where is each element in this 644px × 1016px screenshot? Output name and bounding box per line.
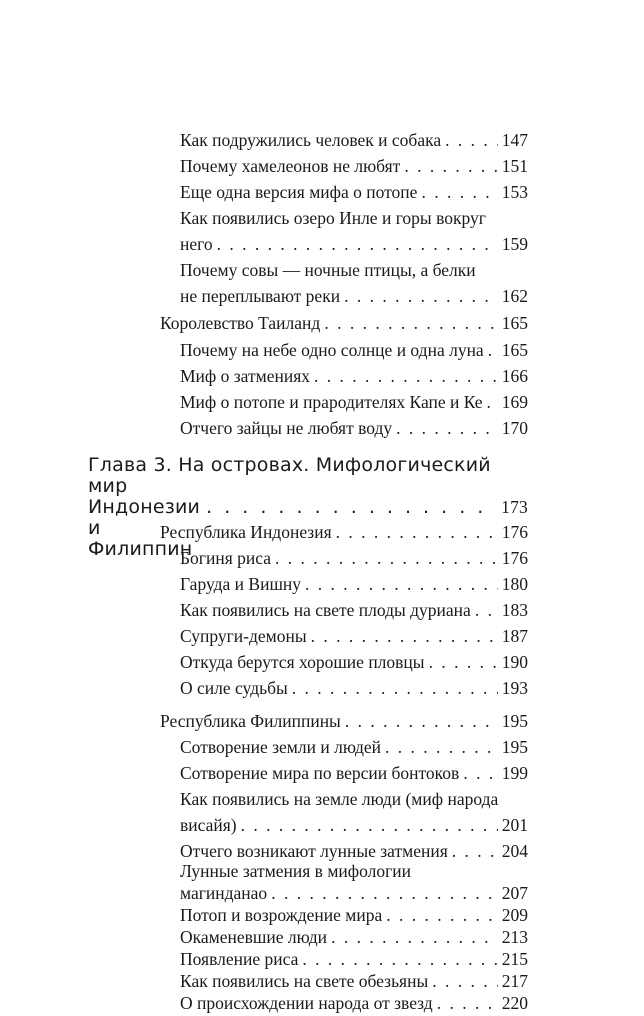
toc-entry: Окаменевшие люди . . . 213	[180, 924, 528, 950]
toc-entry: Гаруда и Вишну . . . 180	[180, 571, 528, 597]
toc-entry: него . . . 159	[180, 231, 528, 257]
toc-entry: О происхождении народа от звезд . . . 220	[180, 990, 528, 1016]
toc-entry: Сотворение мира по версии бонтоков . . . 199	[180, 760, 528, 786]
toc-entry: О силе судьбы . . . 193	[180, 675, 528, 701]
toc-entry: Миф о затмениях . . . 166	[180, 363, 528, 389]
toc-section: Республика Индонезия . . . 176	[160, 519, 528, 545]
toc-entry: Почему на небе одно солнце и одна луна . . . 165	[180, 337, 528, 363]
toc-entry: Откуда берутся хорошие пловцы . . . 190	[180, 649, 528, 675]
toc-entry: висайя) . . . 201	[180, 812, 528, 838]
toc-entry-line1: Лунные затмения в мифологии	[180, 861, 412, 881]
toc-entry: магинданао . . . 207	[180, 880, 528, 906]
toc-entry: Отчего зайцы не любят воду . . . 170	[180, 415, 528, 441]
toc-entry: Как появились на свете плоды дуриана . . . 183	[180, 597, 528, 623]
toc-section: Республика Филиппины . . . 195	[160, 708, 528, 734]
toc-entry: Появление риса . . . 215	[180, 946, 528, 972]
toc-entry: Отчего возникают лунные затмения . . . 204	[180, 838, 528, 864]
toc-entry: Почему хамелеонов не любят . . . 151	[180, 153, 528, 179]
toc-entry: Еще одна версия мифа о потопе . . . 153	[180, 179, 528, 205]
toc-entry: Как появились на свете обезьяны . . . 217	[180, 968, 528, 994]
toc-entry: Миф о потопе и прародителях Капе и Ке . . . 169	[180, 389, 528, 415]
toc-entry: Потоп и возрождение мира . . . 209	[180, 902, 528, 928]
chapter-title-line2: Индонезии и Филиппин	[88, 496, 201, 560]
toc-entry-line1: Почему совы — ночные птицы, а белки	[180, 260, 476, 280]
toc-entry: Богиня риса . . . 176	[180, 545, 528, 571]
toc-entry: Как подружились человек и собака . . . 147	[180, 127, 528, 153]
toc-entry-line1: Как появились на земле люди (миф народа	[180, 789, 499, 809]
toc-entry: Супруги-демоны . . . 187	[180, 623, 528, 649]
chapter-title-line1: Глава 3. На островах. Мифологический мир	[88, 454, 491, 497]
toc-section: Королевство Таиланд . . . 165	[160, 310, 528, 336]
toc-entry: не переплывают реки . . . 162	[180, 283, 528, 309]
toc-entry: Сотворение земли и людей . . . 195	[180, 734, 528, 760]
toc-entry-line1: Как появились озеро Инле и горы вокруг	[180, 208, 486, 228]
chapter-page: 173	[501, 497, 528, 517]
